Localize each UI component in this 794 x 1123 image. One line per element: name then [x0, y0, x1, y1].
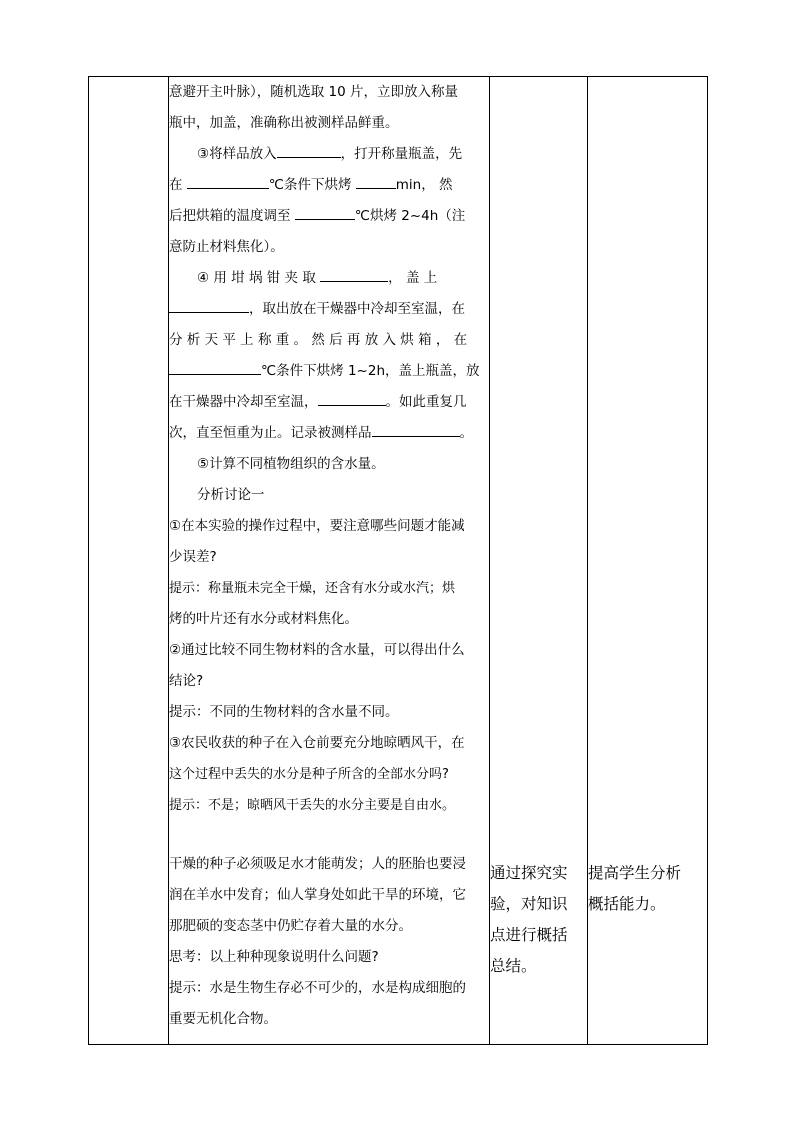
step2-cont-2: 瓶中，加盖，准确称出被测样品鲜重。 [169, 115, 399, 131]
question-1a: ①在本实验的操作过程中，要注意哪些问题才能减 [169, 518, 465, 534]
purpose-line2: 概括能力。 [588, 895, 666, 913]
purpose-cell [588, 77, 708, 1045]
hint-2: 提示：不同的生物材料的含水量不同。 [169, 704, 399, 720]
phenomena-line3: 那肥硕的变态茎中仍贮存着大量的水分。 [169, 918, 412, 934]
step3-line4: 意防止材料焦化）。 [169, 239, 284, 255]
question-1b: 少误差? [169, 549, 217, 565]
hint-1a: 提示：称量瓶未完全干燥，还含有水分或水汽；烘 [169, 581, 456, 596]
blank [169, 294, 249, 313]
blank [295, 201, 355, 220]
think-hint-2: 重要无机化合物。 [169, 1011, 277, 1027]
step4-line1: ④ 用 坩 埚 钳 夹 取 ， 盖 上 [169, 263, 489, 294]
activity-line2: 验，对知识 [490, 895, 568, 913]
think-question: 思考：以上种种现象说明什么问题? [169, 949, 379, 965]
step3-line2: 在 ℃条件下烘烤 min， 然 [169, 170, 489, 201]
phenomena-line2: 润在羊水中发育；仙人掌身处如此干旱的环境，它 [169, 887, 466, 903]
blank [356, 170, 396, 189]
step4-line6: 次，直至恒重为止。记录被测样品 。 [169, 418, 489, 449]
step4-line4: ℃条件下烘烤 1~2h，盖上瓶盖，放 [169, 356, 489, 387]
question-2a: ②通过比较不同生物材料的含水量，可以得出什么 [169, 642, 465, 658]
blank [372, 418, 460, 437]
question-3b: 这个过程中丢失的水分是种子所含的全部水分吗? [169, 767, 449, 782]
spacer [169, 821, 489, 849]
activity-line4: 总结。 [490, 957, 537, 975]
step3-line3: 后把烘箱的温度调至 ℃烘烤 2~4h（注 [169, 201, 489, 232]
content-cell [169, 77, 490, 1045]
spacer [588, 77, 707, 858]
hint-1b: 烤的叶片还有水分或材料焦化。 [169, 611, 358, 627]
activity-line1: 通过探究实 [490, 864, 568, 882]
step4-line5: 在干燥器中冷却至室温， 。如此重复几 [169, 387, 489, 418]
blank [277, 139, 341, 158]
purpose-line1: 提高学生分析 [588, 864, 682, 882]
empty-cell [89, 77, 169, 1045]
hint-3: 提示：不是；晾晒风干丢失的水分主要是自由水。 [169, 798, 456, 813]
step2-cont-1: 意避开主叶脉），随机选取 10 片，立即放入称量 [169, 84, 459, 100]
spacer [490, 77, 587, 858]
blank [318, 387, 386, 406]
blank [320, 263, 388, 282]
phenomena-line1: 干燥的种子必须吸足水才能萌发；人的胚胎也要浸 [169, 856, 466, 872]
activity-line3: 点进行概括 [490, 926, 568, 944]
step4-line2: ，取出放在干燥器中冷却至室温，在 [169, 294, 489, 325]
blank [187, 170, 269, 189]
question-2b: 结论? [169, 673, 204, 689]
blank [169, 356, 261, 375]
step5: ⑤计算不同植物组织的含水量。 [197, 456, 385, 472]
question-3a: ③农民收获的种子在入仓前要充分地晾晒风干，在 [169, 735, 465, 751]
step3-line1: ③将样品放入 ，打开称量瓶盖，先 [169, 139, 489, 170]
step4-line3: 分 析 天 平 上 称 重 。 然 后 再 放 入 烘 箱 ， 在 [169, 332, 468, 348]
activity-cell [490, 77, 588, 1045]
lesson-table [88, 76, 708, 1045]
think-hint-1: 提示：水是生物生存必不可少的，水是构成细胞的 [169, 980, 466, 996]
discussion-title: 分析讨论一 [197, 487, 265, 503]
